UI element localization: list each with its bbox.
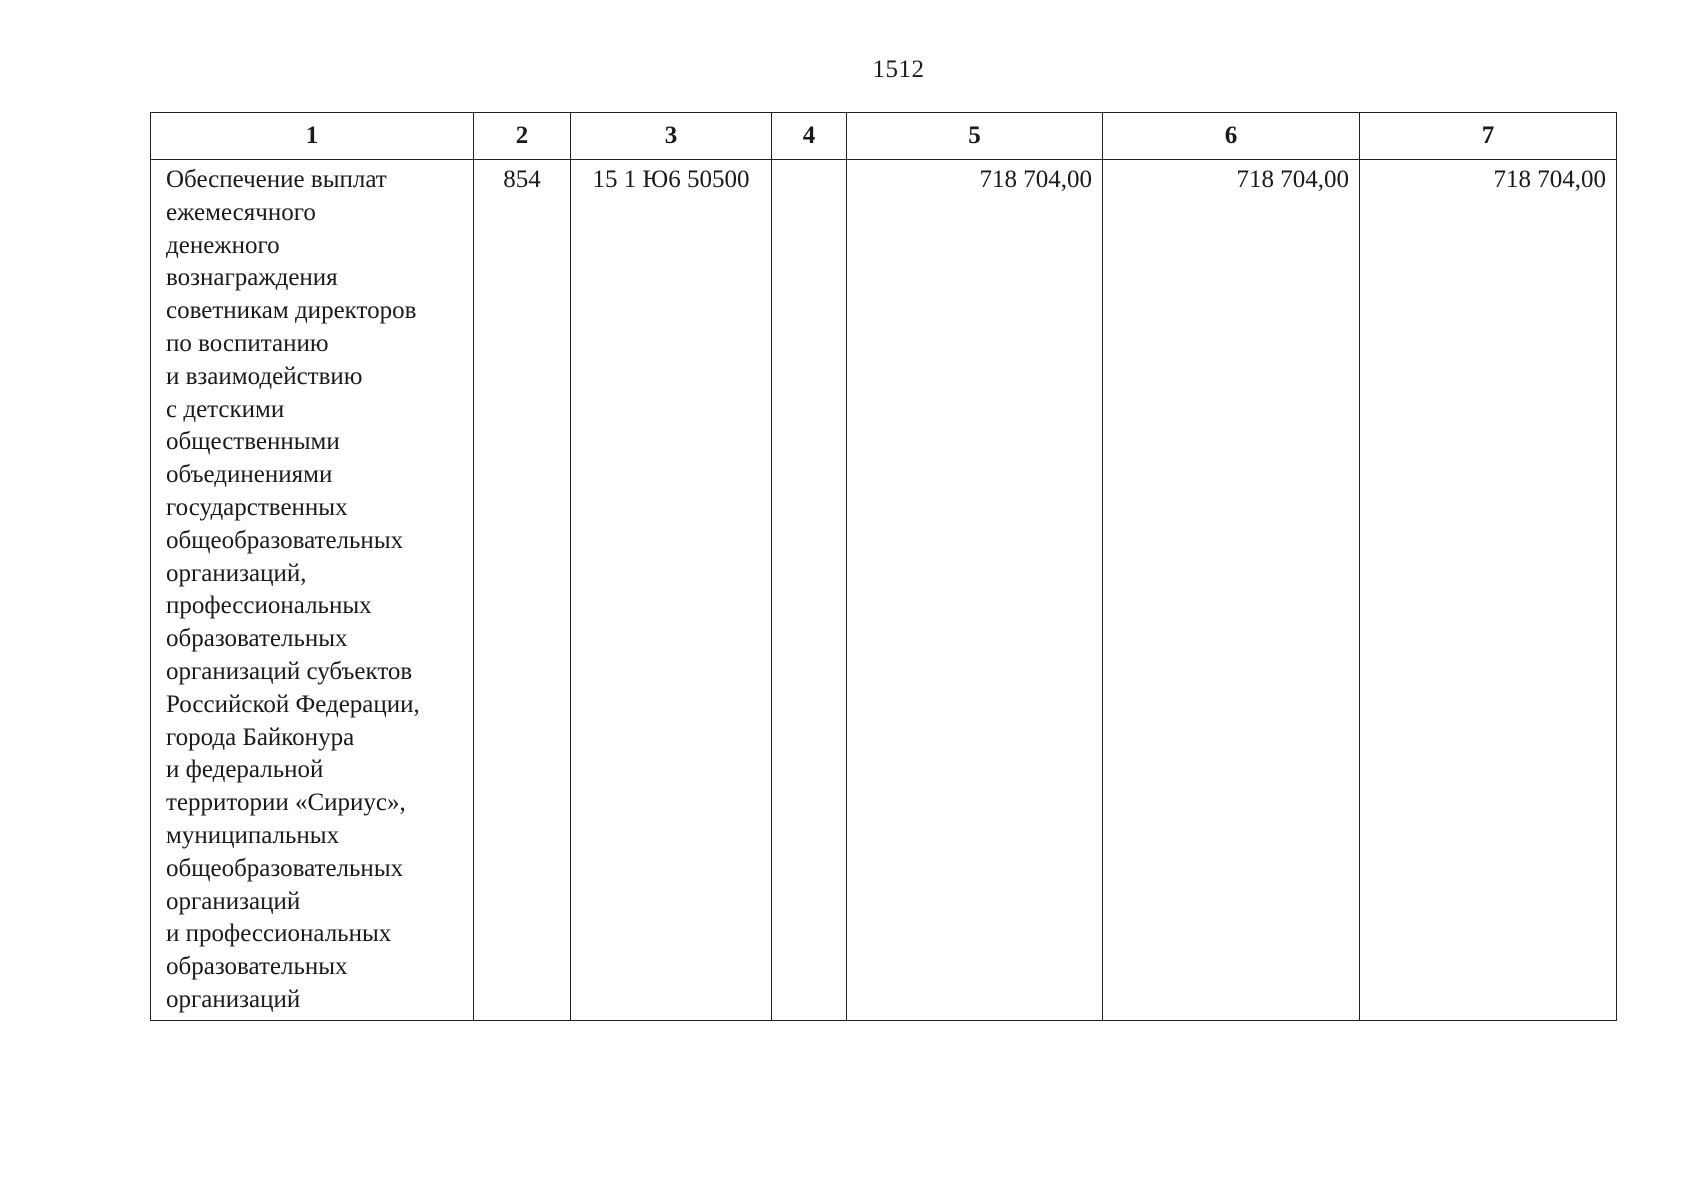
item-name-line: организаций xyxy=(166,887,301,915)
item-name-line: по воспитанию xyxy=(166,329,329,357)
item-name-line: денежного xyxy=(166,231,280,259)
column-header-6: 6 xyxy=(1103,113,1360,160)
budget-table xyxy=(150,112,1617,1021)
item-name-cell xyxy=(151,160,474,1021)
item-name-line: Российской Федерации, xyxy=(166,690,420,718)
column-header-7: 7 xyxy=(1360,113,1617,160)
amount-col7: 718 704,00 xyxy=(1493,166,1606,193)
col4-value xyxy=(772,160,846,164)
column-header-3: 3 xyxy=(571,113,772,160)
amount-col5: 718 704,00 xyxy=(979,166,1092,193)
cell-col6 xyxy=(1103,160,1360,1021)
column-header-1: 1 xyxy=(151,113,474,160)
item-name-line: советникам директоров xyxy=(166,297,417,325)
item-name-line: города Байконура xyxy=(166,723,355,751)
item-name-line: с детскими xyxy=(166,395,285,423)
item-name-line: общественными xyxy=(166,428,340,456)
item-name-line: ежемесячного xyxy=(166,198,316,226)
item-name xyxy=(151,160,473,1017)
item-name-line: вознаграждения xyxy=(166,264,338,292)
amount-col6: 718 704,00 xyxy=(1236,166,1349,193)
expense-type-code: 854 xyxy=(503,166,541,193)
item-name-line: объединениями xyxy=(166,461,333,489)
item-name-line: общеобразовательных xyxy=(166,526,404,554)
column-header-5: 5 xyxy=(847,113,1103,160)
item-name-line: профессиональных xyxy=(166,592,372,620)
cell-col2 xyxy=(474,160,571,1021)
cell-col7 xyxy=(1360,160,1617,1021)
item-name-line: организаций, xyxy=(166,559,307,587)
item-name-line: и федеральной xyxy=(166,756,324,784)
item-name-line: и взаимодействию xyxy=(166,362,363,390)
item-name-line: организаций субъектов xyxy=(166,657,413,685)
cell-col3 xyxy=(571,160,772,1021)
cell-col5 xyxy=(847,160,1103,1021)
column-header-2: 2 xyxy=(474,113,571,160)
item-name-line: образовательных xyxy=(166,625,348,653)
page-number: 1512 xyxy=(872,56,925,83)
item-name-line: территории «Сириус», xyxy=(166,789,406,817)
item-name-line: муниципальных xyxy=(166,821,340,849)
cell-col4 xyxy=(772,160,847,1021)
item-name-line: государственных xyxy=(166,493,348,521)
table-row xyxy=(151,160,1617,1021)
item-name-line: общеобразовательных xyxy=(166,854,404,882)
column-header-4: 4 xyxy=(772,113,847,160)
item-name-line: Обеспечение выплат xyxy=(166,166,387,193)
header-row xyxy=(151,113,1617,160)
target-article-code: 15 1 Ю6 50500 xyxy=(592,166,750,193)
item-name-line: образовательных xyxy=(166,953,348,981)
item-name-line: организаций xyxy=(166,985,301,1013)
item-name-line: и профессиональных xyxy=(166,920,392,948)
